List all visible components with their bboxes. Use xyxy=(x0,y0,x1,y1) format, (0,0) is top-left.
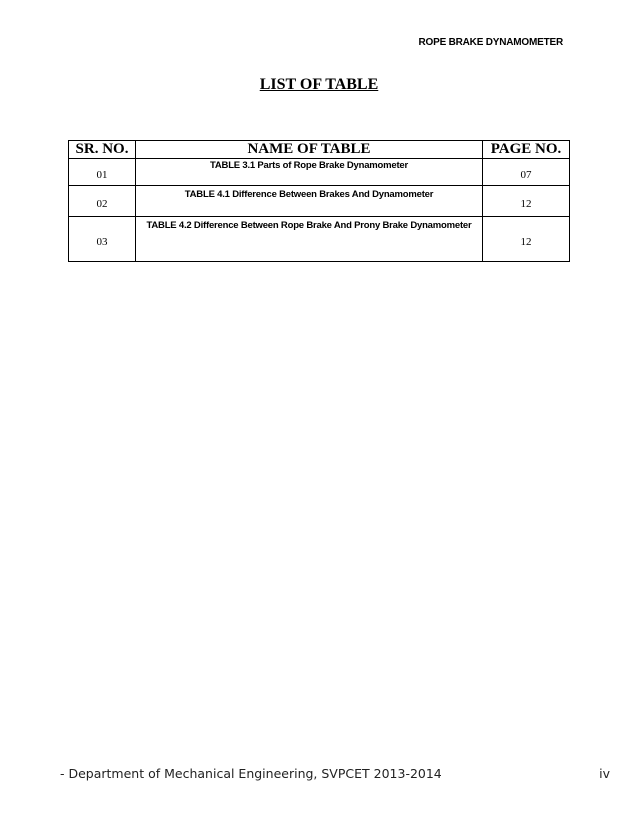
row-table-name: TABLE 4.2 Difference Between Rope Brake And Prony Brake Dynamometer xyxy=(136,217,483,262)
running-head: ROPE BRAKE DYNAMOMETER xyxy=(418,37,563,48)
row-sr-no: 01 xyxy=(96,169,108,181)
table-row xyxy=(69,217,570,262)
row-page-no: 12 xyxy=(520,236,532,248)
footer-department: - Department of Mechanical Engineering, SVPCET 2013-2014 xyxy=(60,766,442,781)
list-of-tables xyxy=(68,140,570,262)
header-page-no: PAGE NO. xyxy=(483,141,570,159)
row-table-name: TABLE 4.1 Difference Between Brakes And Dynamometer xyxy=(136,186,483,217)
table-row xyxy=(69,186,570,217)
table-header-row xyxy=(69,141,570,159)
row-sr-no: 02 xyxy=(96,198,108,210)
row-page-no: 12 xyxy=(520,198,532,210)
page-title: LIST OF TABLE xyxy=(259,76,379,93)
row-page-no: 07 xyxy=(520,169,532,181)
row-table-name: TABLE 3.1 Parts of Rope Brake Dynamometer xyxy=(136,159,483,186)
table-row xyxy=(69,159,570,186)
header-sr-no: SR. NO. xyxy=(69,141,136,159)
row-sr-no: 03 xyxy=(96,236,108,248)
header-name-of-table: NAME OF TABLE xyxy=(136,141,483,159)
footer-page-number: iv xyxy=(599,766,610,781)
